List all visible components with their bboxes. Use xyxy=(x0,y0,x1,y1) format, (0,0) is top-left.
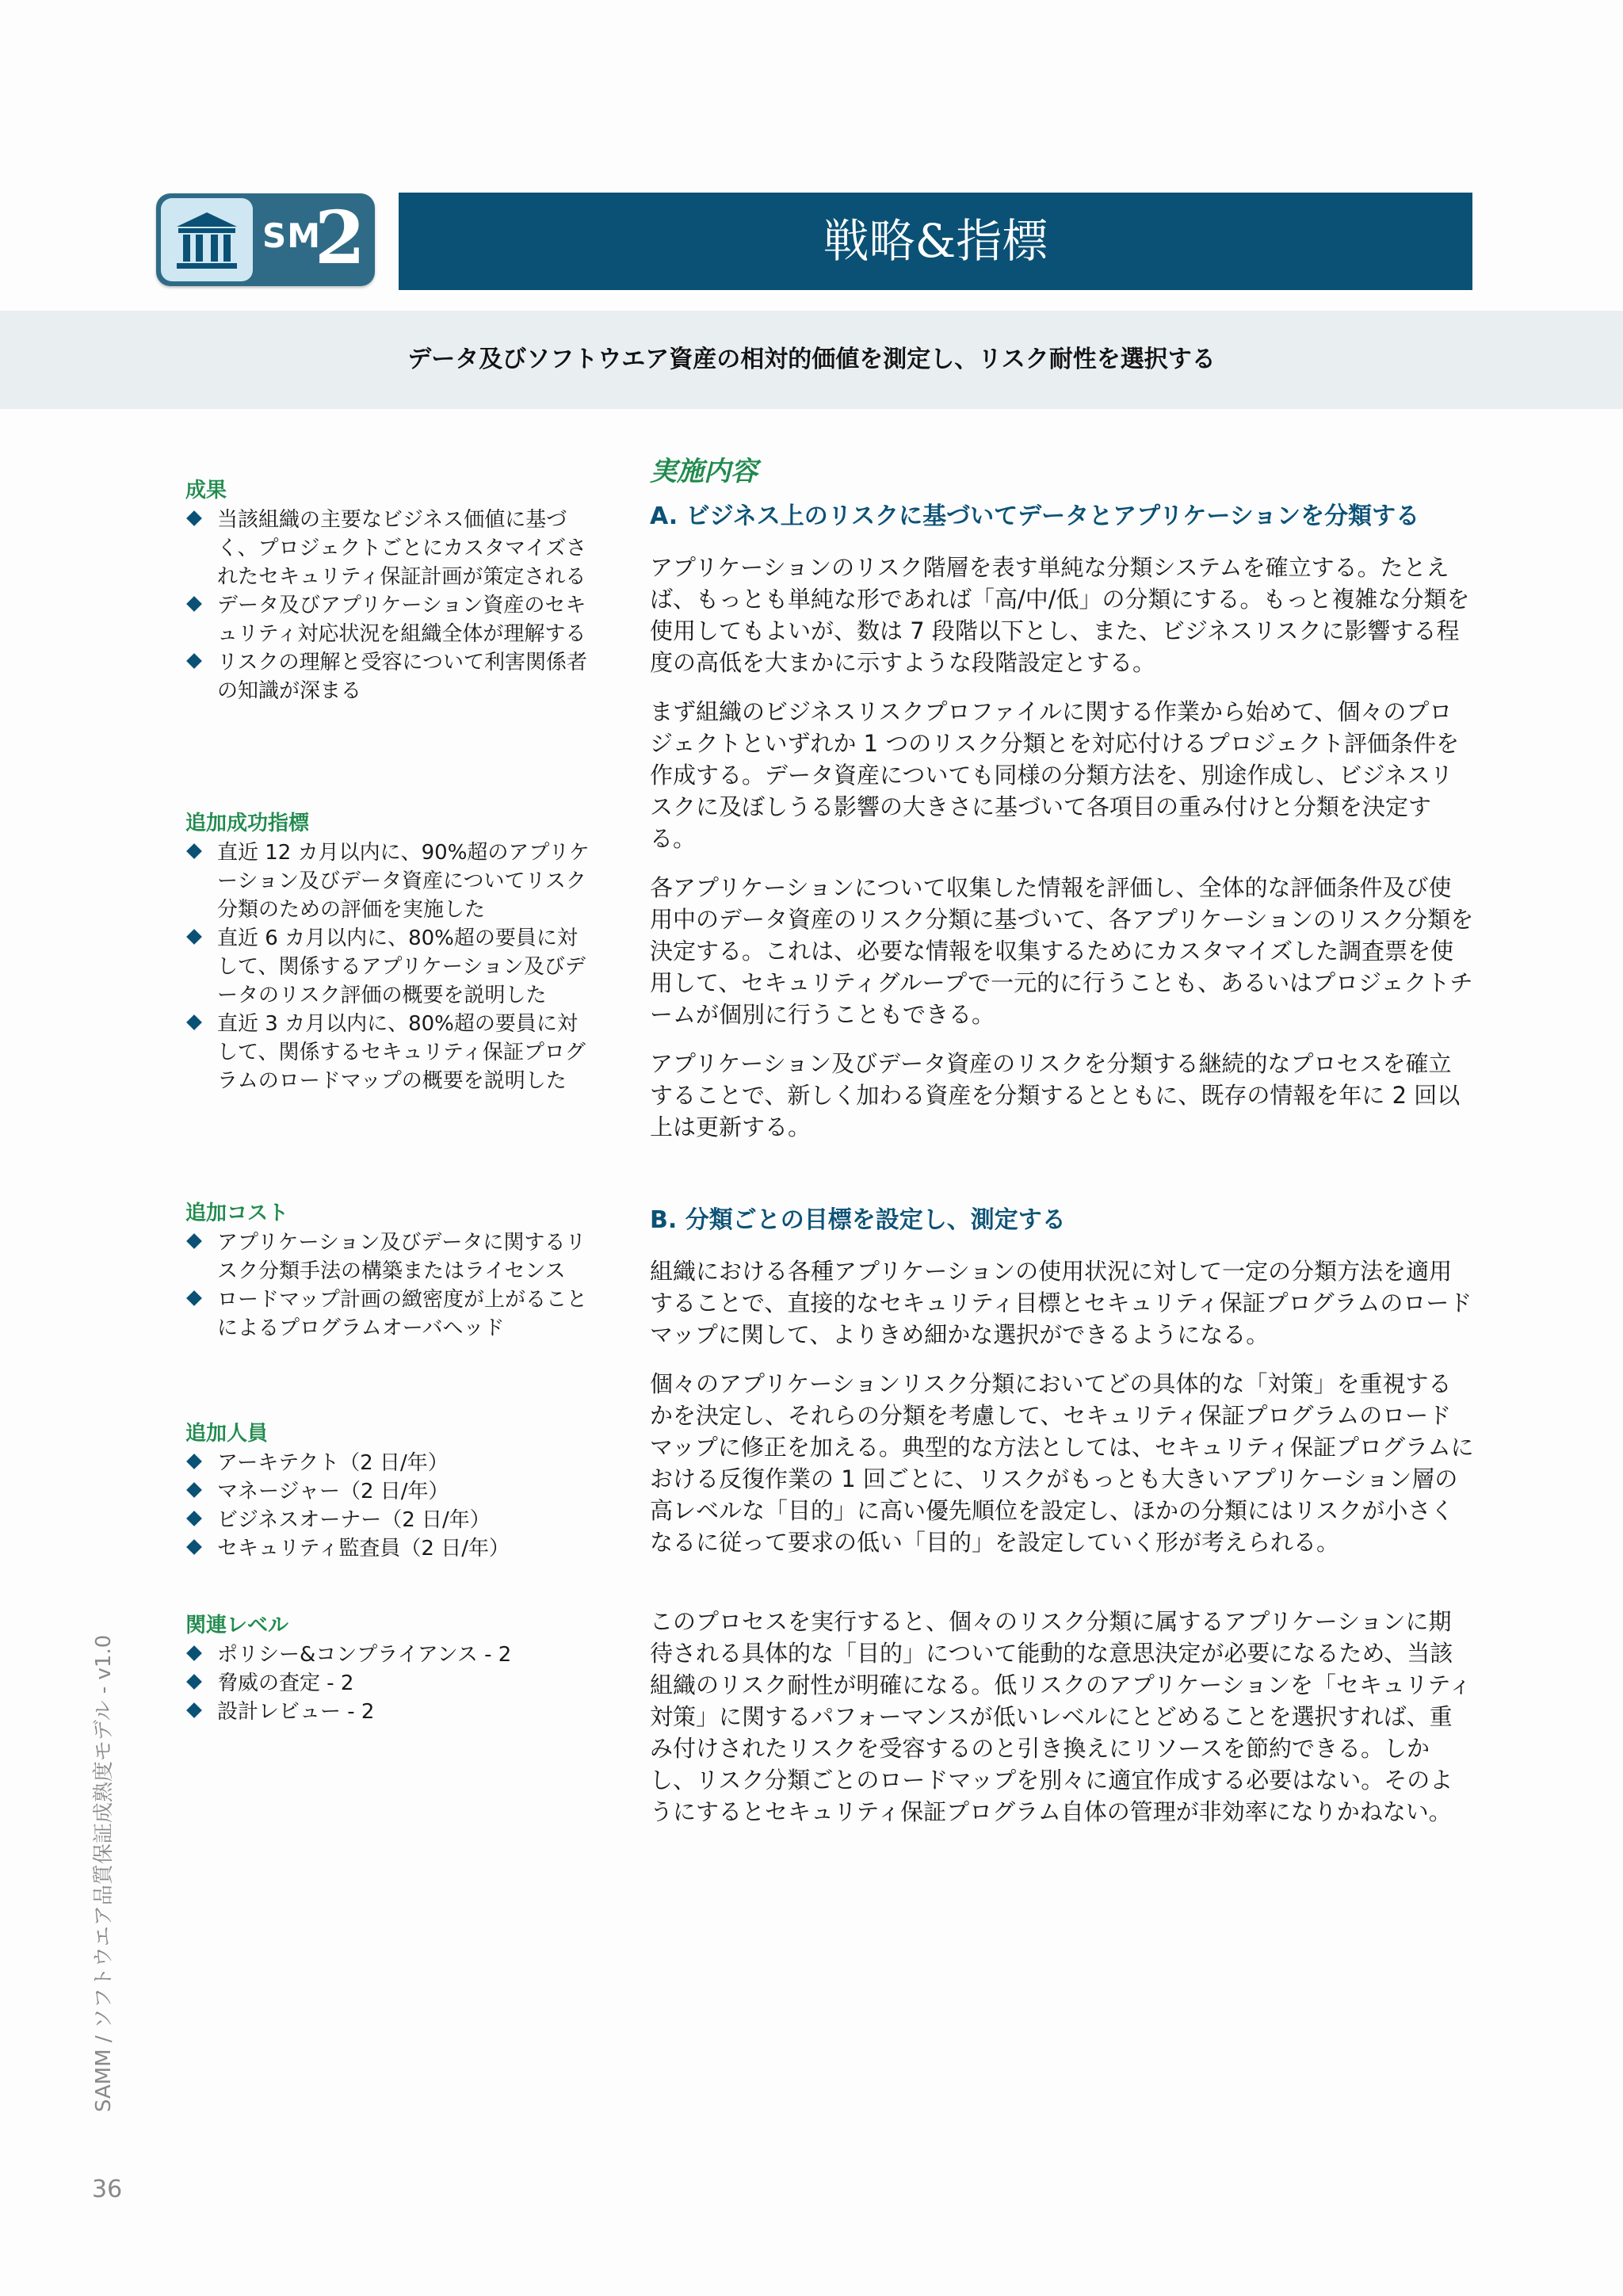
diamond-bullet-icon xyxy=(186,596,202,612)
list-item xyxy=(185,1477,598,1506)
list-item-text: 直近 12 カ月以内に、90%超のアプリケーション及びデータ資産についてリスク分類のための評価を実施した xyxy=(217,841,590,922)
list-item xyxy=(185,1698,598,1726)
costs-section xyxy=(185,1198,598,1343)
diamond-bullet-icon xyxy=(186,843,202,859)
activities-heading: 実施内容 xyxy=(650,456,758,487)
diamond-bullet-icon xyxy=(186,1539,202,1555)
diamond-bullet-icon xyxy=(186,1511,202,1526)
list-item-text: リスクの理解と受容について利害関係者の知識が深まる xyxy=(217,651,587,703)
diamond-bullet-icon xyxy=(186,1290,202,1306)
activity-a-paragraph: アプリケーション及びデータ資産のリスクを分類する継続的なプロセスを確立することで、新しく加わる資産を分類するとともに、既存の情報を年に 2 回以上は更新する。 xyxy=(650,1050,1461,1140)
success-metrics-list xyxy=(185,839,598,1095)
list-item-text: ロードマップ計画の緻密度が上がることによるプログラムオーバヘッド xyxy=(217,1288,587,1340)
success-metrics-section xyxy=(185,808,598,1095)
list-item xyxy=(185,839,598,924)
diamond-bullet-icon xyxy=(186,1702,202,1718)
activity-a-paragraph: まず組織のビジネスリスクプロファイルに関する作業から始めて、個々のプロジェクトといずれか 1 つのリスク分類とを対応付けるプロジェクト評価条件を作成する。データ資産についても同様の分類方法を、別途作成し、ビジネスリスクに及ぼしうる影響の大きさに基づいて各項目の重み付けと分類を決定する。 xyxy=(650,698,1460,852)
list-item-text: 設計レビュー - 2 xyxy=(217,1700,375,1724)
list-item-text: ビジネスオーナー（2 日/年） xyxy=(217,1508,491,1532)
list-item xyxy=(185,1669,598,1698)
outcomes-list xyxy=(185,506,598,705)
related-levels-list xyxy=(185,1641,598,1726)
logo-prefix: SM xyxy=(262,216,322,255)
title-bar xyxy=(399,193,1472,290)
practice-logo xyxy=(156,193,375,286)
logo-number: 2 xyxy=(315,195,366,281)
list-item-text: 直近 3 カ月以内に、80%超の要員に対して、関係するセキュリティ保証プログラムのロードマップの概要を説明した xyxy=(217,1012,586,1093)
related-levels-heading: 関連レベル xyxy=(185,1614,289,1637)
list-item xyxy=(185,506,598,591)
list-item xyxy=(185,1010,598,1095)
activity-b-paragraph: 個々のアプリケーションリスク分類においてどの具体的な「対策」を重視するかを決定し、それらの分類を考慮して、セキュリティ保証プログラムのロードマップに修正を加える。典型的な方法としては、セキュリティ保証プログラムにおける反復作業の 1 回ごとに、リスクがもっとも大きいアプリケーション層の高レベルな「目的」に高い優先順位を設定し、ほかの分類にはリスクが小さくなるに従って要求の低い「目的」を設定していく形が考えられる。 xyxy=(650,1370,1474,1556)
page-subtitle: データ及びソフトウエア資産の相対的価値を測定し、リスク耐性を選択する xyxy=(407,346,1216,373)
diamond-bullet-icon xyxy=(186,1014,202,1030)
diamond-bullet-icon xyxy=(186,510,202,526)
diamond-bullet-icon xyxy=(186,1645,202,1661)
diamond-bullet-icon xyxy=(186,1482,202,1498)
list-item-text: 当該組織の主要なビジネス価値に基づく、プロジェクトごとにカスタマイズされたセキュリティ保証計画が策定される xyxy=(217,508,587,589)
list-item-text: データ及びアプリケーション資産のセキュリティ対応状況を組織全体が理解する xyxy=(217,594,586,646)
activity-b-paragraph: このプロセスを実行すると、個々のリスク分類に属するアプリケーションに期待される具体的な「目的」について能動的な意思決定が必要になるため、当該組織のリスク耐性が明確になる。低リスクのアプリケーションを「セキュリティ対策」に関するパフォーマンスが低いレベルにとどめることを選択すれば、重み付けされたリスクを受容するのと引き換えにリソースを節約できる。しかし、リスク分類ごとのロードマップを別々に適宜作成する必要はない。そのようにするとセキュリティ保証プログラム自体の管理が非効率になりかねない。 xyxy=(650,1608,1472,1825)
activity-b-heading: B. 分類ごとの目標を設定し、測定する xyxy=(650,1206,1066,1234)
diamond-bullet-icon xyxy=(186,1233,202,1249)
list-item xyxy=(185,1228,598,1286)
personnel-heading: 追加人員 xyxy=(185,1422,269,1446)
list-item-text: セキュリティ監査員（2 日/年） xyxy=(217,1537,510,1561)
logo-icon-box xyxy=(161,198,253,281)
list-item xyxy=(185,591,598,648)
document-side-title: SAMM / ソフトウエア品質保証成熟度モデル - v1.0 xyxy=(92,1634,116,2112)
personnel-section xyxy=(185,1419,598,1563)
subtitle-band xyxy=(0,311,1623,409)
activity-a-heading: A. ビジネス上のリスクに基づいてデータとアプリケーションを分類する xyxy=(650,502,1420,530)
outcomes-section xyxy=(185,476,598,705)
list-item-text: ポリシー&コンプライアンス - 2 xyxy=(217,1643,512,1667)
list-item xyxy=(185,1449,598,1477)
list-item xyxy=(185,1506,598,1534)
list-item xyxy=(185,1534,598,1563)
list-item-text: アプリケーション及びデータに関するリスク分類手法の構築またはライセンス xyxy=(217,1231,586,1283)
activity-a-paragraph: 各アプリケーションについて収集した情報を評価し、全体的な評価条件及び使用中のデータ資産のリスク分類に基づいて、各アプリケーションのリスク分類を決定する。これは、必要な情報を収集するためにカスタマイズした調査票を使用して、セキュリティグループで一元的に行うことも、あるいはプロジェクトチームが個別に行うこともできる。 xyxy=(650,874,1474,1028)
activity-a-paragraph: アプリケーションのリスク階層を表す単純な分類システムを確立する。たとえば、もっとも単純な形であれば「高/中/低」の分類にする。もっと複雑な分類を使用してもよいが、数は 7 段階以下とし、また、ビジネスリスクに影響する程度の高低を大まかに示すような段階設定とする。 xyxy=(650,554,1470,676)
list-item xyxy=(185,1641,598,1669)
list-item-text: アーキテクト（2 日/年） xyxy=(217,1451,449,1475)
activity-b-paragraph: 組織における各種アプリケーションの使用状況に対して一定の分類方法を適用することで、直接的なセキュリティ目標とセキュリティ保証プログラムのロードマップに関して、よりきめ細かな選択ができるようになる。 xyxy=(650,1258,1472,1348)
list-item-text: 脅威の査定 - 2 xyxy=(217,1671,354,1695)
diamond-bullet-icon xyxy=(186,653,202,669)
personnel-list xyxy=(185,1449,598,1563)
pillar-building-icon xyxy=(172,208,242,273)
diamond-bullet-icon xyxy=(186,929,202,945)
page-number: 36 xyxy=(92,2176,123,2203)
list-item xyxy=(185,1286,598,1343)
outcomes-heading: 成果 xyxy=(185,479,227,502)
diamond-bullet-icon xyxy=(186,1674,202,1690)
list-item xyxy=(185,924,598,1010)
diamond-bullet-icon xyxy=(186,1454,202,1469)
costs-list xyxy=(185,1228,598,1343)
success-metrics-heading: 追加成功指標 xyxy=(185,812,310,835)
list-item xyxy=(185,648,598,705)
costs-heading: 追加コスト xyxy=(185,1201,289,1225)
list-item-text: マネージャー（2 日/年） xyxy=(217,1480,449,1503)
page-title: 戦略&指標 xyxy=(823,214,1048,268)
list-item-text: 直近 6 カ月以内に、80%超の要員に対して、関係するアプリケーション及びデータのリスク評価の概要を説明した xyxy=(217,926,586,1007)
related-levels-section xyxy=(185,1610,598,1726)
